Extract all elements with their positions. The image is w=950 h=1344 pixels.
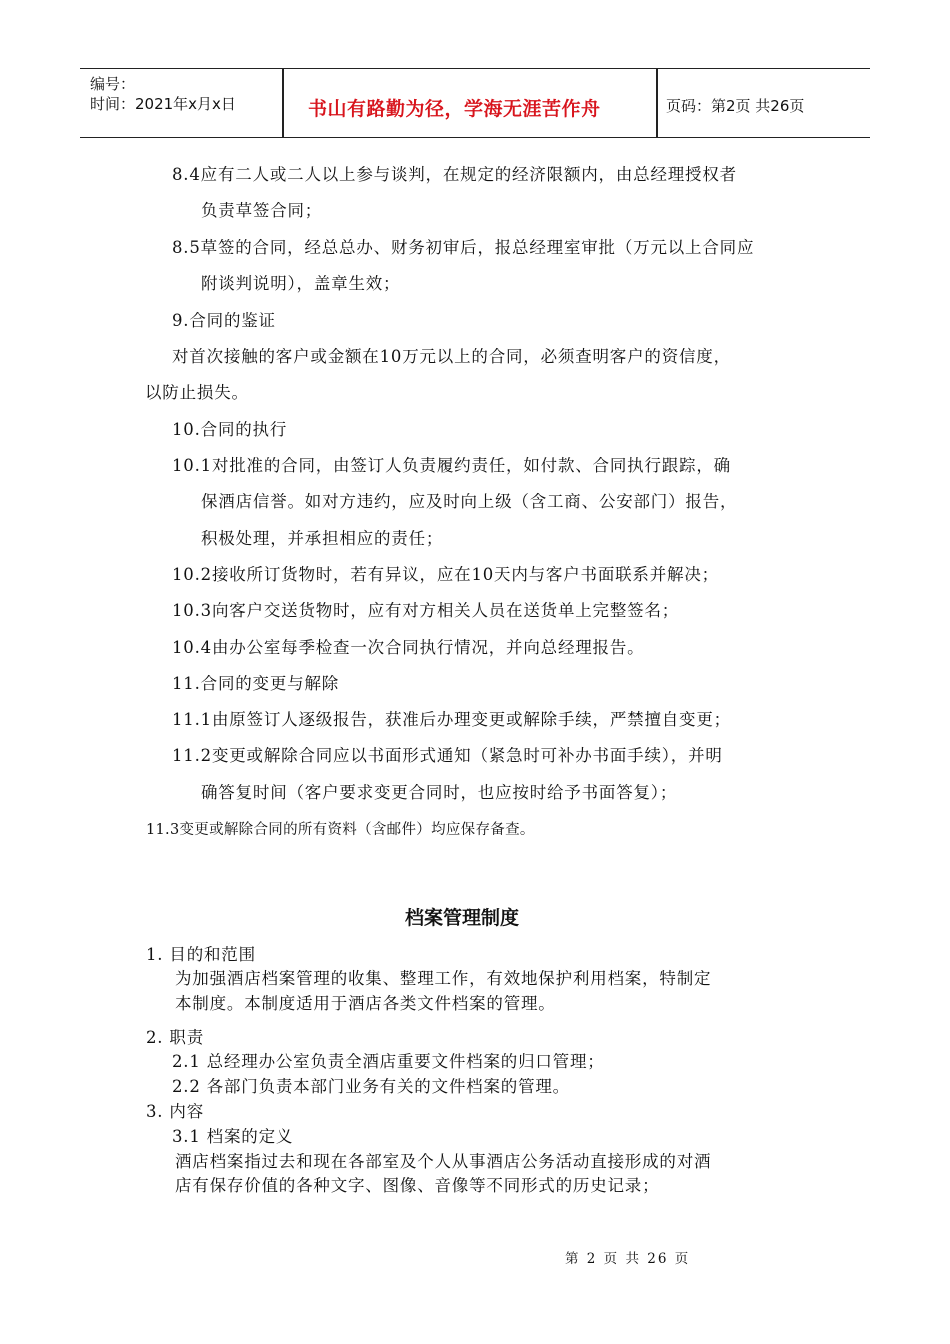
body-line: 8.5草签的合同，经总总办、财务初审后，报总经理室审批（万元以上合同应 [172,238,755,257]
body-line: 11.3变更或解除合同的所有资料（含邮件）均应保存备查。 [146,822,535,838]
list-item: 2. 职责 [146,1028,204,1047]
section-heading: 11.合同的变更与解除 [172,674,340,693]
body-line: 酒店档案指过去和现在各部室及个人从事酒店公务活动直接形成的对酒 [175,1152,712,1171]
body-line: 11.2变更或解除合同应以书面形式通知（紧急时可补办书面手续），并明 [172,746,723,765]
body-line: 10.4由办公室每季检查一次合同执行情况，并向总经理报告。 [172,638,645,657]
header-divider [282,69,284,137]
body-line: 以防止损失。 [145,383,249,402]
body-line: 10.3向客户交送货物时，应有对方相关人员在送货单上完整签名； [172,601,680,620]
section-title: 档案管理制度 [405,907,520,929]
section-heading: 9.合同的鉴证 [172,311,276,330]
list-item: 1. 目的和范围 [146,945,256,964]
list-item: 2.1 总经理办公室负责全酒店重要文件档案的归口管理； [172,1052,605,1071]
body-line: 确答复时间（客户要求变更合同时，也应按时给予书面答复）； [201,783,678,802]
list-item: 3.1 档案的定义 [172,1127,294,1146]
header-divider [656,69,658,137]
body-line: 保酒店信誉。如对方违约，应及时向上级（含工商、公安部门）报告， [201,492,738,511]
body-line: 8.4应有二人或二人以上参与谈判，在规定的经济限额内，由总经理授权者 [172,165,737,184]
body-line: 对首次接触的客户或金额在10万元以上的合同，必须查明客户的资信度， [172,347,731,366]
page-footer: 第 2 页 共 26 页 [565,1251,691,1267]
body-line: 10.2接收所订货物时，若有异议，应在10天内与客户书面联系并解决； [172,565,719,584]
body-line: 负责草签合同； [201,201,323,220]
header-motto: 书山有路勤为径，学海无涯苦作舟 [308,98,601,120]
body-line: 附谈判说明），盖章生效； [201,274,401,293]
list-item: 2.2 各部门负责本部门业务有关的文件档案的管理。 [172,1077,570,1096]
body-line: 为加强酒店档案管理的收集、整理工作，有效地保护利用档案，特制定 [175,969,712,988]
header-number-label: 编号： [90,75,136,93]
section-heading: 10.合同的执行 [172,420,288,439]
header-page-info: 页码：第2页 共26页 [666,97,805,115]
body-line: 积极处理，并承担相应的责任； [201,529,444,548]
page-header [80,68,870,138]
body-line: 10.1对批准的合同，由签订人负责履约责任，如付款、合同执行跟踪，确 [172,456,731,475]
body-line: 本制度。本制度适用于酒店各类文件档案的管理。 [175,994,556,1013]
body-line: 11.1由原签订人逐级报告，获准后办理变更或解除手续，严禁擅自变更； [172,710,731,729]
header-time-label: 时间：2021年x月x日 [90,95,236,113]
body-line: 店有保存价值的各种文字、图像、音像等不同形式的历史记录； [175,1176,660,1195]
list-item: 3. 内容 [146,1102,204,1121]
